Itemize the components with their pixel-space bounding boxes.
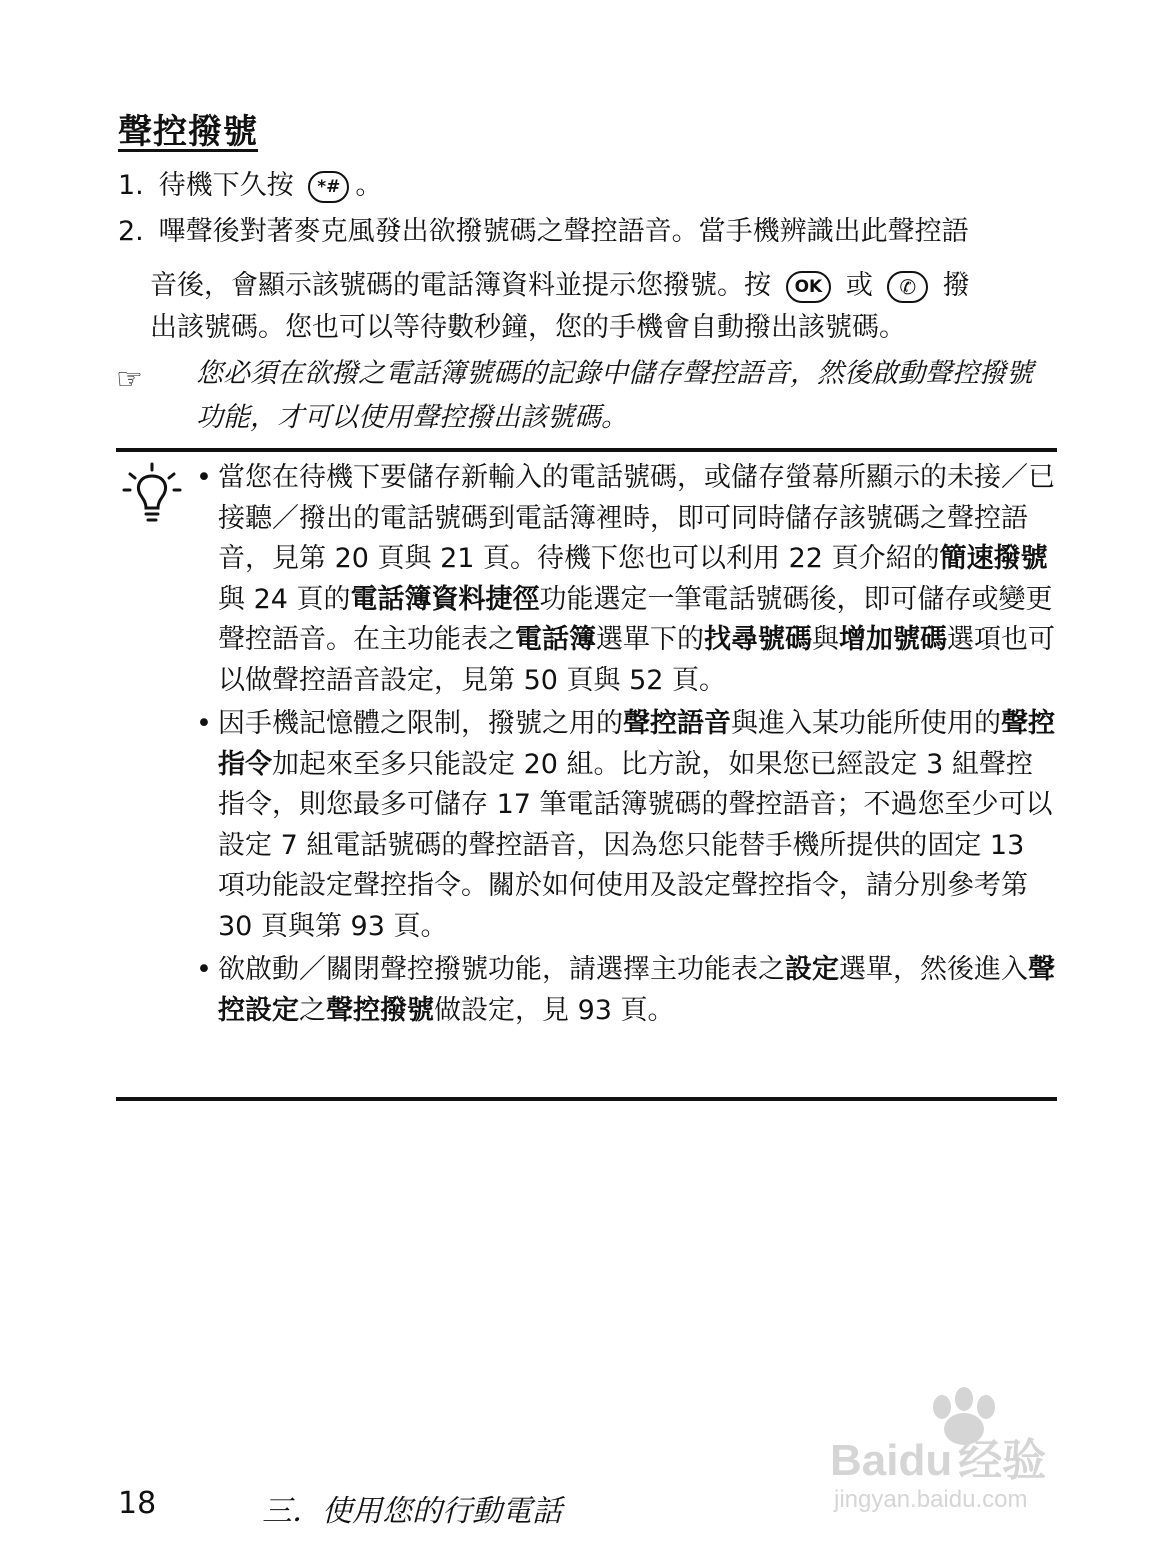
tip-text: 與進入某功能所使用的 — [731, 708, 1001, 739]
chapter-title: 三．使用您的行動電話 — [262, 1494, 562, 1529]
tip-bold: 聲控語音 — [623, 708, 731, 739]
tip-bold: 找尋號碼 — [704, 624, 812, 655]
step-end-punct: 。 — [355, 170, 383, 201]
tip-bold: 增加號碼 — [839, 624, 947, 655]
tip-bold: 簡速撥號 — [939, 543, 1048, 574]
pound-key-icon: *# — [308, 171, 349, 203]
step-number: 2. — [118, 216, 144, 247]
tip-list — [196, 458, 1058, 1034]
watermark-url: jingyan.baidu.com — [834, 1486, 1028, 1513]
tip-text: 加起來至多只能設定 20 組。比方說，如果您已經設定 3 組聲控指令，則您最多可儲存 17 筆電話簿號碼的聲控語音；不過您至少可以設定 7 組電話號碼的聲控語音，因為您只能替手機所提供的固定 13 項功能設定聲控指令。關於如何使用及設定聲控指令，請分別參考第 30 頁與第 93 頁。 — [218, 748, 1053, 942]
tip-bold: 設定 — [785, 954, 839, 985]
tip-text: 做設定，見 93 頁。 — [434, 994, 675, 1026]
tip-bold: 聲控設定 — [218, 954, 1055, 1026]
pointing-hand-icon: ☞ — [116, 362, 143, 397]
step-text-end: 撥 — [942, 270, 970, 301]
tip-item — [196, 458, 1058, 701]
lightbulb-icon — [122, 462, 182, 532]
bullet-dot: • — [196, 462, 212, 493]
tip-text: 選單下的 — [596, 624, 704, 655]
baidu-watermark — [822, 1385, 1112, 1515]
tip-text: 當您在待機下要儲存新輸入的電話號碼，或儲存螢幕所顯示的未接／已接聽／撥出的電話號碼到電話簿裡時，即可同時儲存該號碼之聲控語音，見第 20 頁與 21 頁。待機下您也可以利用 22 頁介紹的 — [218, 462, 1055, 574]
call-key-icon: ✆ — [887, 271, 928, 303]
divider-bottom — [116, 1097, 1057, 1101]
bullet-dot: • — [196, 708, 212, 739]
step-text: 待機下久按 — [158, 170, 294, 201]
step-text: 嗶聲後對著麥克風發出欲撥號碼之聲控語音。當手機辨識出此聲控語 — [158, 216, 969, 247]
tip-item — [196, 950, 1058, 1031]
tip-text: 之 — [299, 994, 326, 1026]
tip-text: 與 — [812, 624, 839, 655]
watermark-brand: Baidu 经验 — [830, 1436, 1047, 1485]
tip-bold: 電話簿 — [515, 624, 596, 655]
tip-text: 選項也可以做聲控語音設定，見第 50 頁與 52 頁。 — [218, 624, 1055, 696]
page-title: 聲控撥號 — [118, 112, 258, 152]
ok-key-icon: OK — [786, 271, 832, 303]
tip-text: 功能選定一筆電話號碼後，即可儲存或變更聲控語音。在主功能表之 — [218, 583, 1053, 655]
or-text: 或 — [845, 270, 873, 301]
tip-bold: 聲控撥號 — [326, 994, 434, 1026]
tip-text: 因手機記憶體之限制，撥號之用的 — [218, 708, 623, 739]
note-text: 您必須在欲撥之電話簿號碼的記錄中儲存聲控語音，然後啟動聲控撥號功能，才可以使用聲控撥出該號碼。 — [196, 358, 1033, 433]
step-number: 1. — [118, 170, 144, 201]
tip-bold: 聲控指令 — [218, 708, 1055, 780]
step-2-line-3: 出該號碼。您也可以等待數秒鐘，您的手機會自動撥出該號碼。 — [150, 312, 906, 343]
step-text: 音後，會顯示該號碼的電話簿資料並提示您撥號。按 — [150, 270, 771, 301]
bullet-dot: • — [196, 954, 212, 985]
tip-bold: 電話簿資料捷徑 — [350, 583, 540, 615]
divider-top — [116, 448, 1057, 452]
tip-text: 欲啟動／關閉聲控撥號功能，請選擇主功能表之 — [218, 954, 785, 985]
tip-item — [196, 704, 1058, 947]
tip-text: 選單，然後進入 — [839, 954, 1028, 985]
step-2 — [118, 210, 1058, 254]
tip-text: 與 24 頁的 — [218, 583, 351, 615]
step-2-line-2 — [150, 264, 1058, 308]
page-number: 18 — [118, 1486, 157, 1521]
step-1 — [118, 164, 1058, 208]
